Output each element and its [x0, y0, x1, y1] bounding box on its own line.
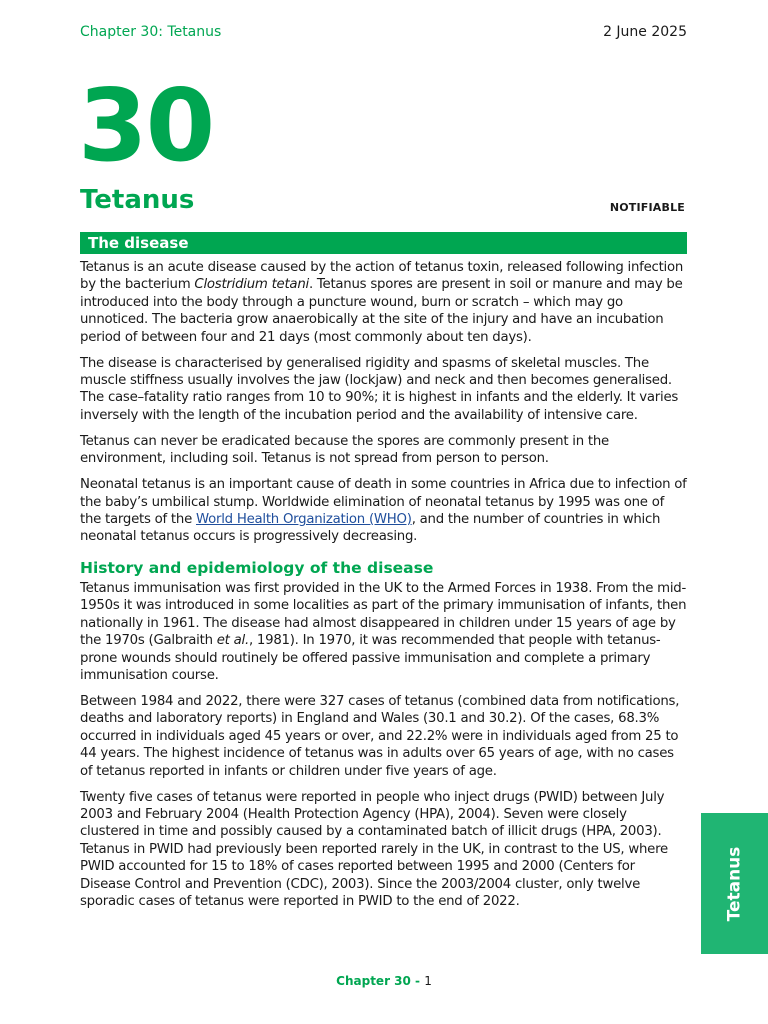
paragraph: Tetanus can never be eradicated because the spores are commonly present in the environment, including soil. Tetanus is not spread from person to person.: [80, 433, 609, 467]
chapter-number: 30: [78, 67, 214, 184]
running-header-date: 2 June 2025: [603, 24, 687, 40]
species-name: Clostridium tetani: [194, 277, 309, 293]
paragraph: Neonatal tetanus is an important cause of death in some countries in Africa due to infection of the baby’s umbilical stump. Worldwide elimination of neonatal tetanus by 1995 was one of the targets of the World Health Organization (WHO), and the number of countries in which neonatal tetanus occurs is progressively decreasing.: [80, 477, 687, 545]
side-tab-label: Tetanus: [724, 846, 745, 921]
citation-etal: et al.: [216, 633, 249, 649]
paragraph: Tetanus immunisation was first provided in the UK to the Armed Forces in 1938. From the mid-1950s it was introduced in some localities as part of the primary immunisation of infants, then nationally in 1961. The disease had almost disappeared in children under 15 years of age by the 1970s (Galbraith et al., 1981). In 1970, it was recommended that people with tetanus-prone wounds should routinely be offered passive immunisation and complete a primary immunisation course.: [80, 580, 687, 683]
section-heading-the-disease: The disease: [80, 232, 687, 254]
running-header-chapter: Chapter 30: Tetanus: [80, 24, 222, 40]
who-link[interactable]: World Health Organization (WHO): [195, 512, 412, 528]
side-tab: [701, 813, 768, 954]
paragraph: Tetanus is an acute disease caused by the action of tetanus toxin, released following infection by the bacterium Clostridium tetani. Tetanus spores are present in soil or manure and may be introduced into the body through a puncture wound, burn or scratch – which may go unnoticed. The bacteria grow anaerobically at the site of the injury and have an incubation period of between four and 21 days (most commonly about ten days).: [80, 260, 684, 345]
page-footer: [0, 974, 768, 988]
section-heading-history: History and epidemiology of the disease: [80, 558, 434, 577]
page-number: 1: [424, 974, 432, 988]
chapter-title: Tetanus: [80, 185, 195, 215]
paragraph: Twenty five cases of tetanus were reported in people who inject drugs (PWID) between July 2003 and February 2004 (Health Protection Agency (HPA), 2004). Seven were closely clustered in time and possibly caused by a contaminated batch of illicit drugs (HPA, 2003). Tetanus in PWID had previously been reported rarely in the UK, in contrast to the US, where PWID accounted for 15 to 18% of cases reported between 1995 and 2000 (Centers for Disease Control and Prevention (CDC), 2003). Since the 2003/2004 cluster, only twelve sporadic cases of tetanus were reported in PWID to the end of 2022.: [80, 789, 668, 909]
paragraph: The disease is characterised by generalised rigidity and spasms of skeletal muscles. The muscle stiffness usually involves the jaw (lockjaw) and neck and then becomes generalised. The case–fatality ratio ranges from 10 to 90%; it is highest in infants and the elderly. It varies inversely with the length of the incubation period and the availability of intensive care.: [80, 355, 679, 423]
footer-chapter-label: Chapter 30 -: [336, 974, 425, 988]
notifiable-label: NOTIFIABLE: [609, 201, 685, 214]
paragraph: Between 1984 and 2022, there were 327 cases of tetanus (combined data from notifications, deaths and laboratory reports) in England and Wales (30.1 and 30.2). Of the cases, 68.3% occurred in individuals aged 45 years or over, and 22.2% were in individuals aged from 25 to 44 years. The highest incidence of tetanus was in adults over 65 years of age, with no cases of tetanus reported in infants or children under five years of age.: [80, 693, 680, 779]
body-content: [80, 259, 688, 919]
